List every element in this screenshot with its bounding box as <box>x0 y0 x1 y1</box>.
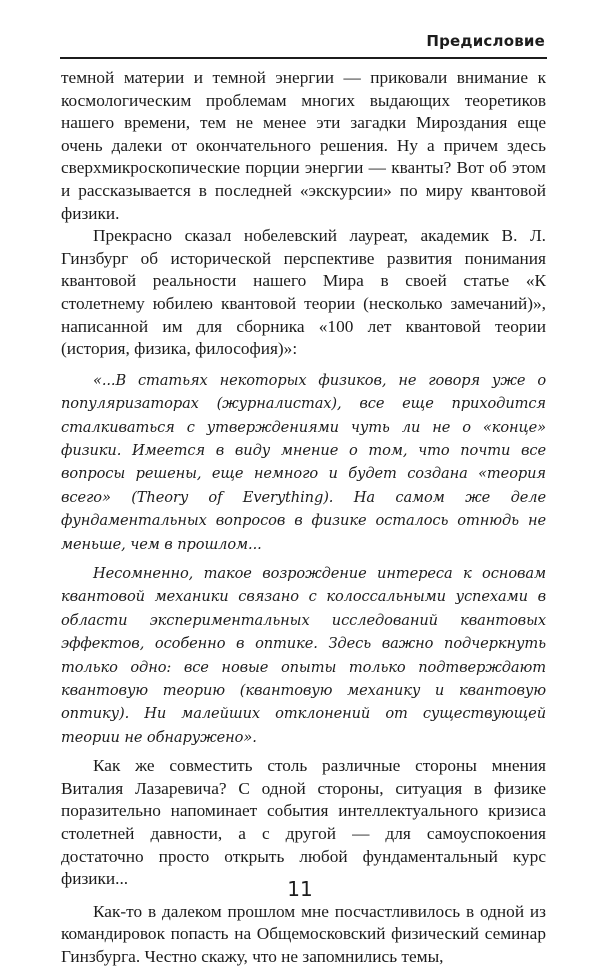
paragraph-seminar: Как-то в далеком прошлом мне посчастливилось в одной из командировок попасть на Общемосковский физический семинар Гинзбурга. Честно скажу, что не запомнились темы, <box>61 901 546 966</box>
paragraph-ginzburg-intro: Прекрасно сказал нобелевский лауреат, академик В. Л. Гинзбург об исторической перспективе развития понимания квантовой реальности нашего Мира в своей статье «К столетнему юбилею квантовой теории (несколько замечаний)», написанной им для сборника «100 лет квантовой теории (история, физика, философия)»: <box>61 226 546 359</box>
header-rule <box>60 57 547 59</box>
paragraph-continuation: темной материи и темной энергии — приковали внимание к космологическим проблемам многих выдающих теоретиков нашего времени, тем не менее эти загадки Мироздания еще очень далеки от окончательного решения. Ну а причем здесь сверхмикроскопические порции энергии — кванты? Вот об этом и рассказывается в последней «экскурсии» по миру квантовой физики. <box>61 68 546 223</box>
page-number: 11 <box>287 877 313 901</box>
running-header-title: Предисловие <box>426 32 545 50</box>
quote-paragraph-2: Несомненно, такое возрождение интереса к основам квантовой механики связано с колоссальными успехами в области экспериментальных исследований квантовых эффектов, особенно в оптике. Здесь важно подчеркнуть только одно: все новые опыты только подтверждают квантовую теорию (квантовую механику и квантовую оптику). Ни малейших отклонений от существующей теории не обнаружено». <box>61 564 546 746</box>
paragraph-reconcile: Как же совместить столь различные стороны мнения Виталия Лазаревича? С одной стороны, ситуация в физике поразительно напоминает события интеллектуального кризиса столетней давности, а с другой — для самоуспокоения достаточно просто открыть любой фундаментальный курс физики... <box>61 756 546 889</box>
quote-paragraph-1: «...В статьях некоторых физиков, не говоря уже о популяризаторах (журналистах), все еще приходится сталкиваться с утверждениями чуть ли не о «конце» физики. Имеется в виду мнение о том, что почти все вопросы решены, еще немного и будет создана «теория всего» (Theory of Everything). На самом же деле фундаментальных вопросов в физике осталось отнюдь не меньше, чем в прошлом... <box>61 371 546 553</box>
page-body <box>61 67 546 969</box>
